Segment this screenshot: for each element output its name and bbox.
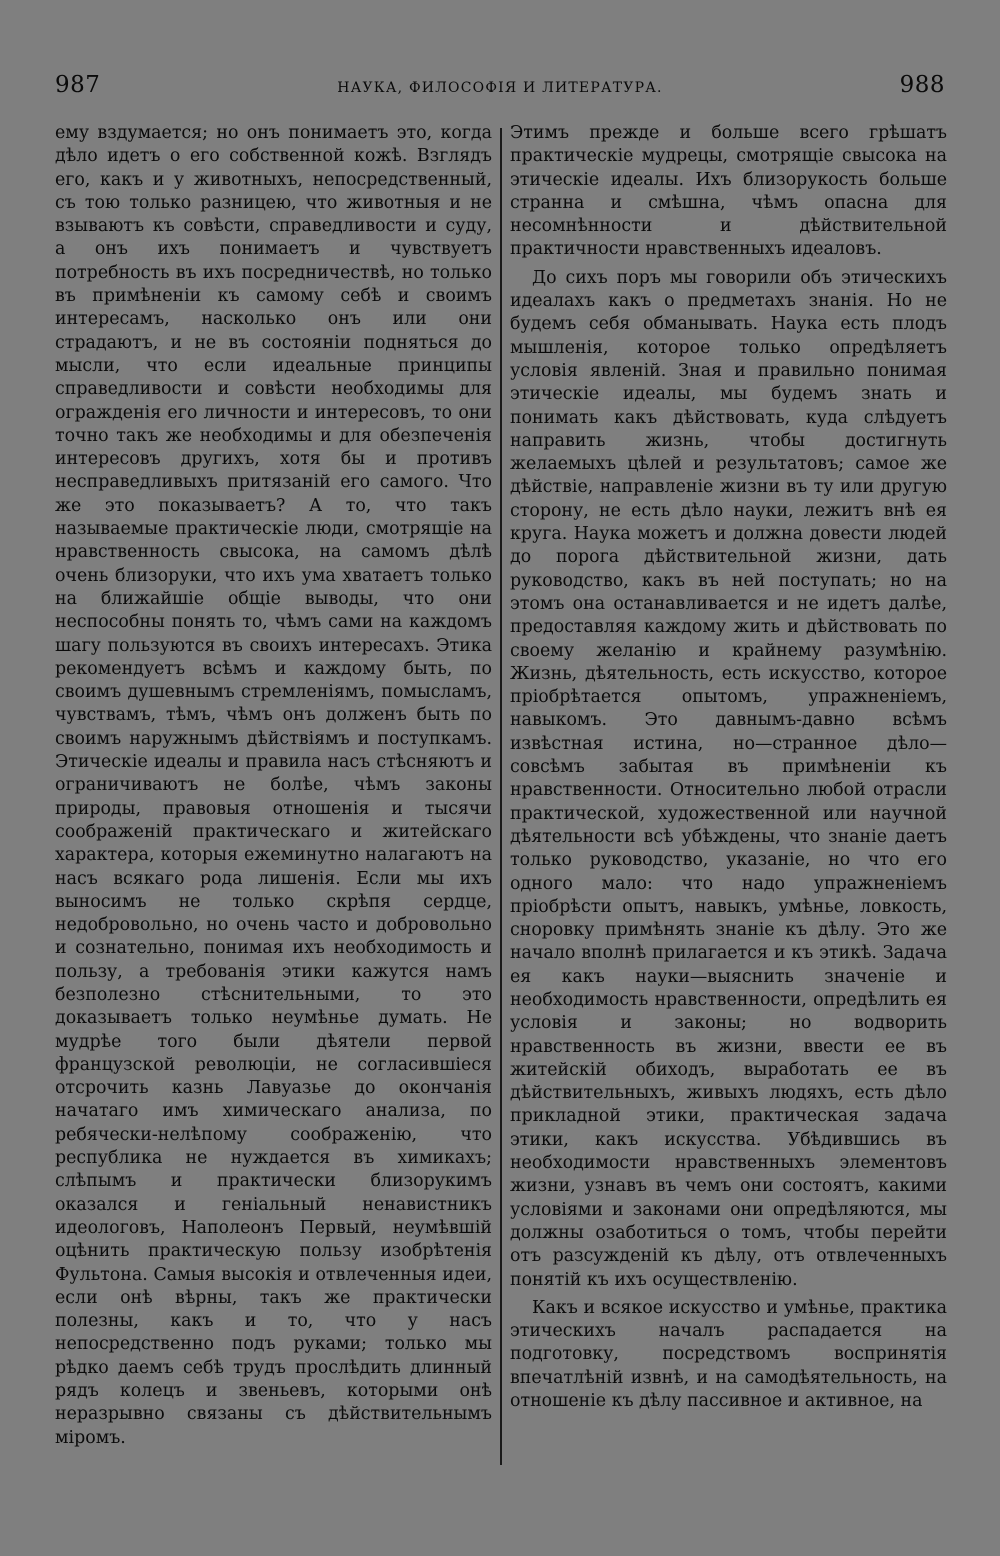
paragraph: Какъ и всякое искусство и умѣнье, практика этическихъ началъ распадается на подготовку, посредствомъ воспринятія впечатлѣній извнѣ, и на самодѣятельность, на отношеніе къ дѣлу пассивное и активное, на [510, 1297, 947, 1412]
paragraph: ему вздумается; но онъ понимаетъ это, когда дѣло идетъ о его собственной кожѣ. Взглядъ его, какъ и у животныхъ, непосредственный, съ тою только разницею, что животныя и не взываютъ къ совѣсти, справедливости и суду, а онъ ихъ понимаетъ и чувствуетъ потребность въ ихъ посредничествѣ, но только въ примѣненіи къ самому себѣ и своимъ интересамъ, насколько онъ или они страдаютъ, и не въ состояніи подняться до мысли, что если идеальные принципы справедливости и совѣсти необходимы для огражденія его личности и интересовъ, то они точно такъ же необходимы и для обезпеченія интересовъ другихъ, хотя бы и противъ несправедливыхъ притязаній его самого. Что же это показываетъ? А то, что такъ называемые практическіе люди, смотрящіе на нравственность свысока, на самомъ дѣлѣ очень близоруки, что ихъ ума хватаетъ только на ближайшіе общіе выводы, что они неспособны понять то, чѣмъ сами на каждомъ шагу пользуются въ своихъ интересахъ. Этика рекомендуетъ всѣмъ и каждому быть, по своимъ душевнымъ стремленіямъ, помысламъ, чувствамъ, тѣмъ, чѣмъ онъ долженъ быть по своимъ наружнымъ дѣйствіямъ и поступкамъ. Этическіе идеалы и правила насъ стѣсняютъ и ограничиваютъ не болѣе, чѣмъ законы природы, правовыя отношенія и тысячи соображеній практическаго и житейскаго характера, которыя ежеминутно налагаютъ на насъ всякаго рода лишенія. Если мы ихъ выносимъ не только скрѣпя сердце, недобровольно, но очень часто и добровольно и сознательно, понимая ихъ необходимость и пользу, а требованія этики кажутся намъ безполезно стѣснительными, то это доказываетъ только неумѣнье думать. Не мудрѣе того были дѣятели первой французской революціи, не согласившіеся отсрочить казнь Лавуазье до окончанія начатаго имъ химическаго анализа, по ребячески-нелѣпому соображенію, что республика не нуждается въ химикахъ; слѣпымъ и практически близорукимъ оказался и геніальный ненавистникъ идеологовъ, Наполеонъ Первый, неумѣвшій оцѣнить практическую пользу изобрѣтенія Фультона. Самыя высокія и отвлеченныя идеи, если онѣ вѣрны, такъ же практически полезны, какъ и то, что у насъ непосредственно подъ руками; только мы рѣдко даемъ себѣ трудъ прослѣдить длинный рядъ колецъ и звеньевъ, которыми онѣ неразрывно связаны съ дѣйствительнымъ міромъ. [55, 123, 492, 1448]
page-header [55, 72, 945, 106]
right-column [510, 122, 947, 1413]
running-title: НАУКА, ФИЛОСОФІЯ И ЛИТЕРАТУРА. [337, 80, 663, 96]
paragraph: До сихъ поръ мы говорили объ этическихъ идеалахъ какъ о предметахъ знанія. Но не будемъ себя обманывать. Наука есть плодъ мышленія, которое только опредѣляетъ условія явленій. Зная и правильно понимая этическіе идеалы, мы будемъ знать и понимать какъ дѣйствовать, куда слѣдуетъ направить жизнь, чтобы достигнуть желаемыхъ цѣлей и результатовъ; самое же дѣйствіе, направленіе жизни въ ту или другую сторону, не есть дѣло науки, лежитъ внѣ ея круга. Наука можетъ и должна довести людей до порога дѣйствительной жизни, дать руководство, какъ въ ней поступать; но на этомъ она останавливается и не идетъ далѣе, предоставляя каждому жить и дѣйствовать по своему желанію и крайнему разумѣнію. Жизнь, дѣятельность, есть искусство, которое пріобрѣтается опытомъ, упражненіемъ, навыкомъ. Это давнымъ-давно всѣмъ извѣстная истина, но—странное дѣло—совсѣмъ забытая въ примѣненіи къ нравственности. Относительно любой отрасли практической, художественной или научной дѣятельности всѣ убѣждены, что знаніе даетъ только руководство, указаніе, но что его одного мало: что надо упражненіемъ пріобрѣсти опытъ, навыкъ, умѣнье, ловкость, сноровку примѣнять знаніе къ дѣлу. Это же начало вполнѣ прилагается и къ этикѣ. Задача ея какъ науки—выяснить значеніе и необходимость нравственности, опредѣлить ея условія и законы; но водворить нравственность въ жизни, ввести ее въ житейскій обиходъ, выработать ее въ дѣйствительныхъ, живыхъ людяхъ, есть дѣло прикладной этики, практическая задача этики, какъ искусства. Убѣдившись въ необходимости нравственныхъ элементовъ жизни, узнавъ въ чемъ они состоятъ, какими условіями и законами они опредѣляются, мы должны озаботиться о томъ, чтобы перейти отъ разсужденій къ дѣлу, отъ отвлеченныхъ понятій къ ихъ осуществленію. [510, 267, 947, 1290]
page-number-left: 987 [55, 72, 101, 98]
page-number-right: 988 [899, 72, 945, 98]
left-column [55, 122, 492, 1450]
paragraph: Этимъ прежде и больше всего грѣшатъ практическіе мудрецы, смотрящіе свысока на этическіе идеалы. Ихъ близорукость больше странна и смѣшна, чѣмъ опасна для несомнѣнности и дѣйствительной практичности нравственныхъ идеаловъ. [510, 123, 947, 260]
column-divider [500, 128, 502, 1465]
